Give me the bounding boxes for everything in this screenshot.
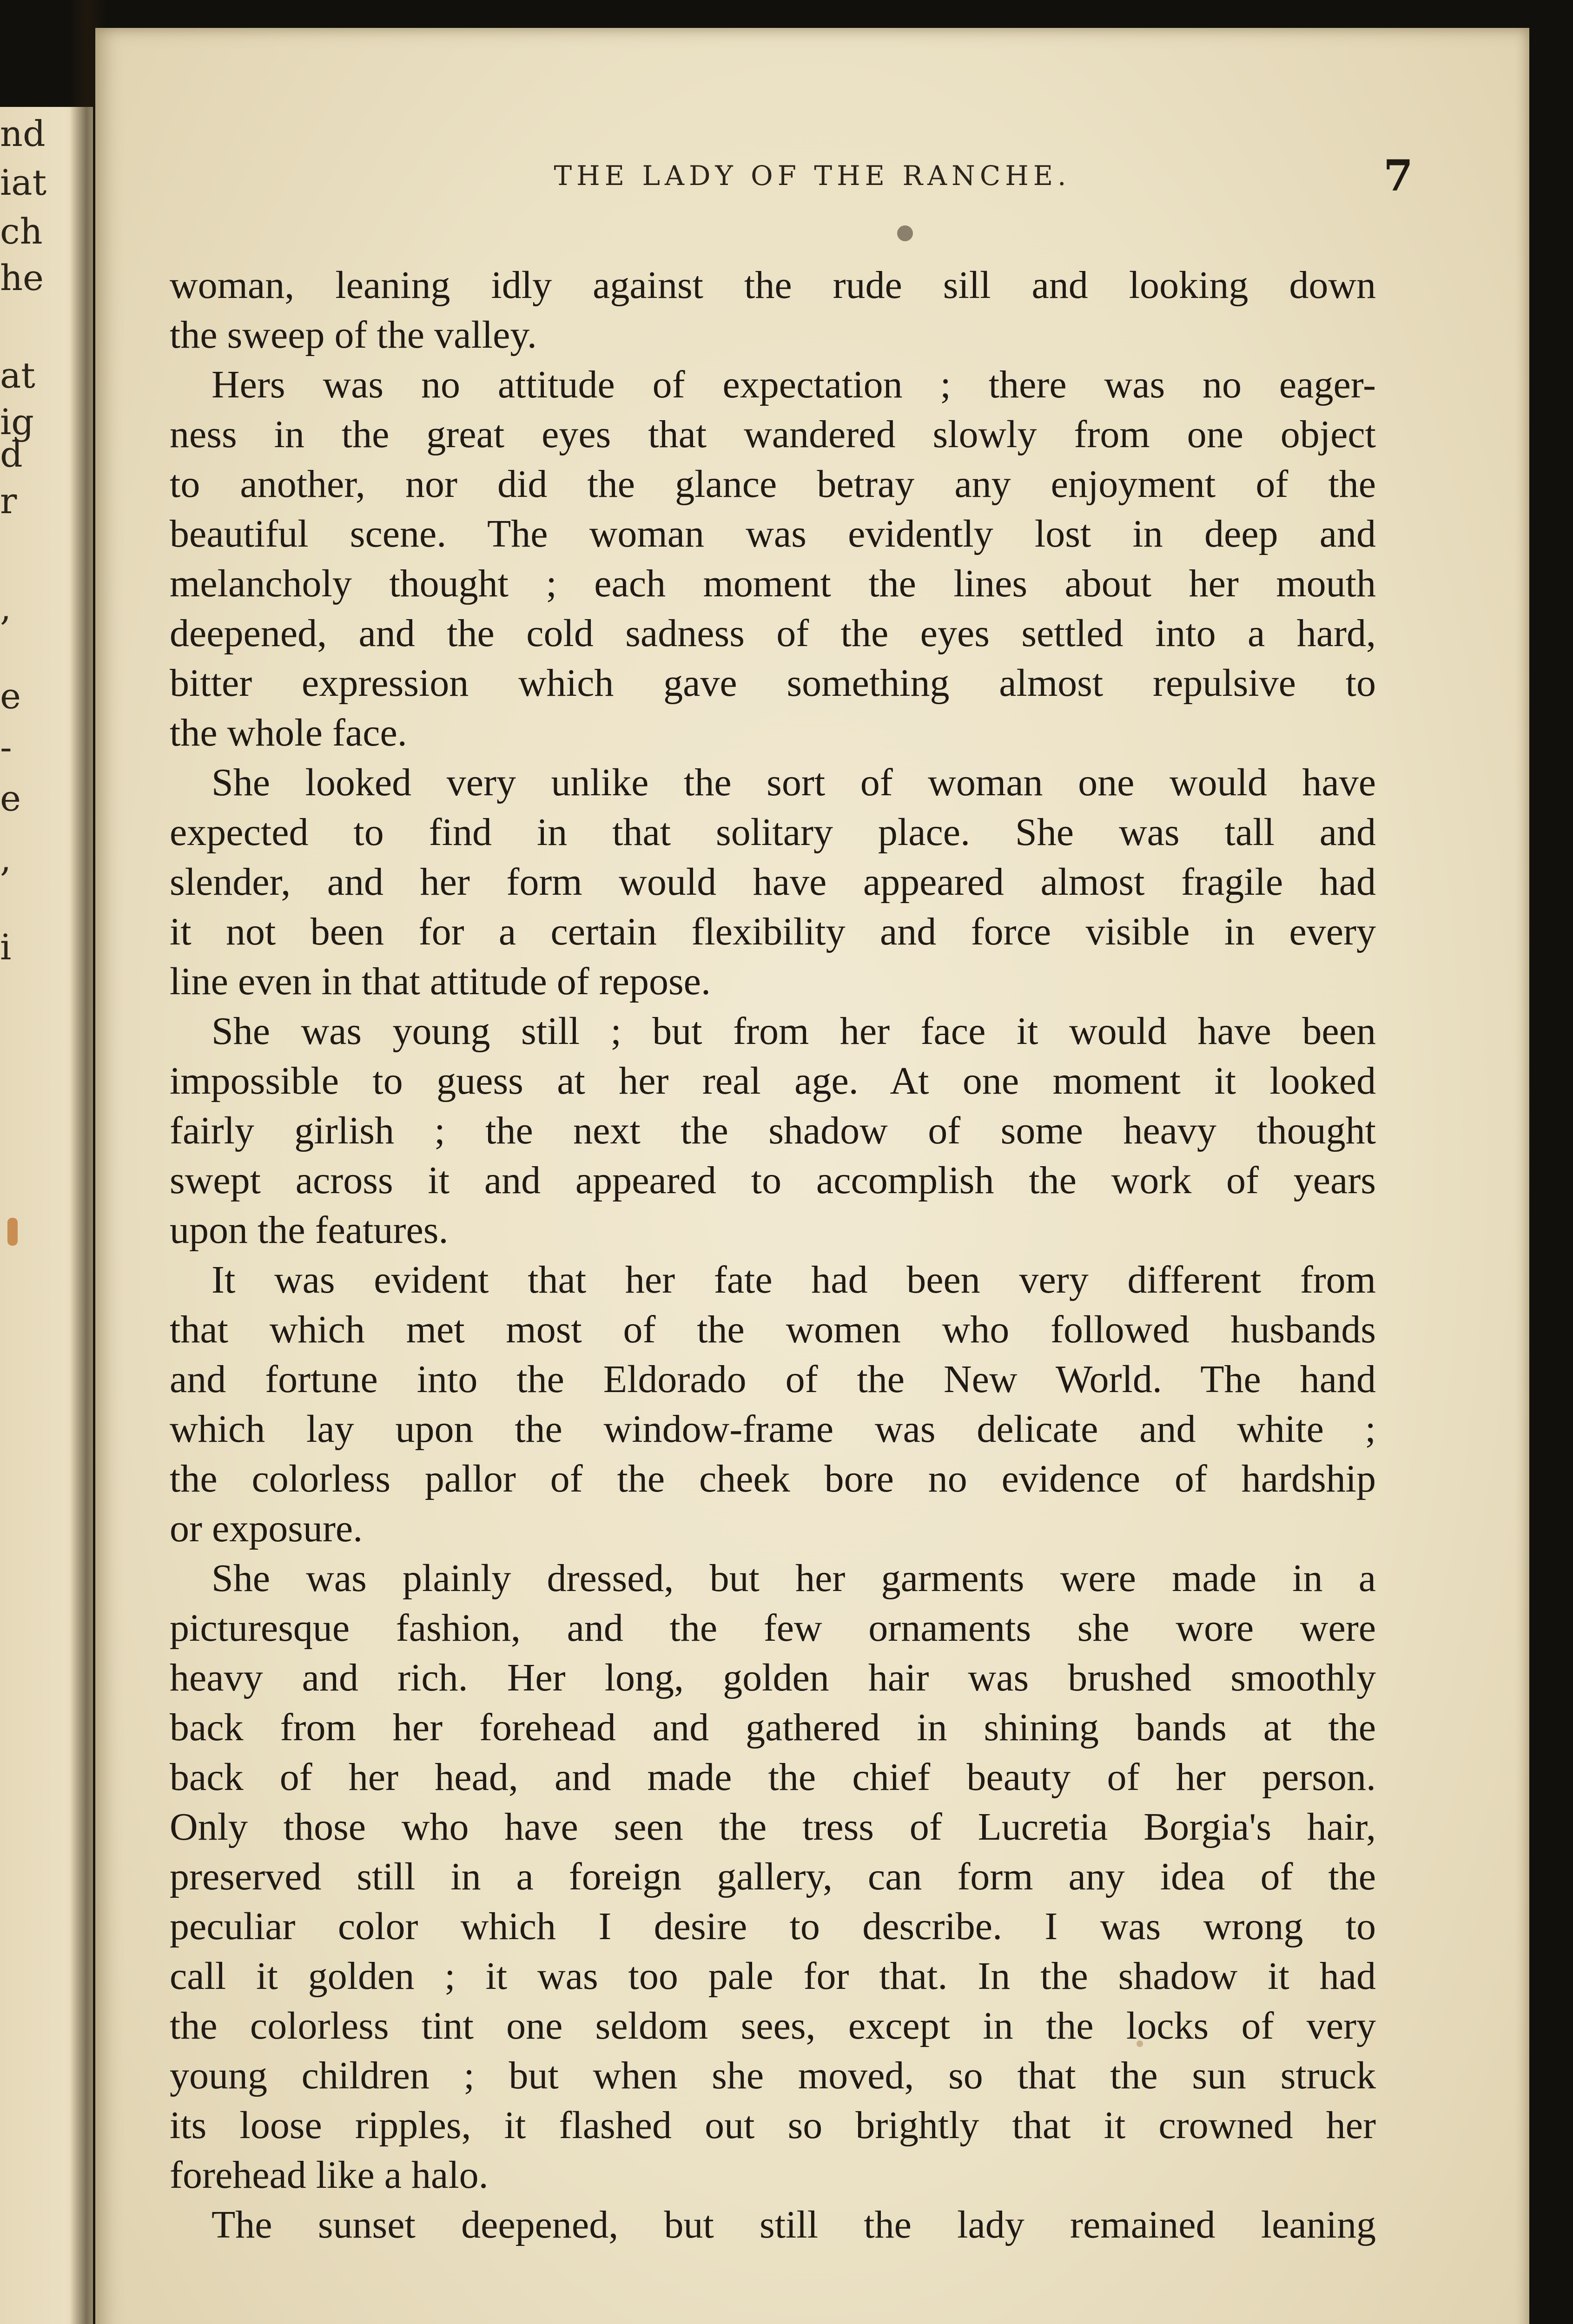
- text-line: to another, nor did the glance betray any enjoyment of the: [170, 462, 1376, 506]
- page-header: [95, 148, 1529, 204]
- text-line: picturesque fashion, and the few ornaments she wore were: [170, 1606, 1376, 1650]
- text-line: forehead like a halo.: [170, 2153, 489, 2197]
- text-line: fairly girlish ; the next the shadow of some heavy thought: [170, 1109, 1376, 1152]
- facing-page-fragment: -: [0, 726, 12, 768]
- text-line: bitter expression which gave something almost repulsive to: [170, 661, 1376, 705]
- text-line: slender, and her form would have appeared almost fragile had: [170, 860, 1376, 904]
- text-line: deepened, and the cold sadness of the eyes settled into a hard,: [170, 612, 1376, 655]
- text-line: call it golden ; it was too pale for that. In the shadow it had: [170, 1954, 1376, 1998]
- text-line: and fortune into the Eldorado of the New World. The hand: [170, 1358, 1376, 1401]
- text-line: preserved still in a foreign gallery, can form any idea of the: [170, 1855, 1376, 1898]
- text-line: peculiar color which I desire to describe. I was wrong to: [170, 1905, 1376, 1948]
- facing-page-fragment: ig: [0, 401, 34, 442]
- body-text: [170, 260, 1376, 2250]
- running-title: THE LADY OF THE RANCHE.: [554, 160, 1071, 191]
- text-line: the whole face.: [170, 711, 407, 754]
- text-line: swept across it and appeared to accomplish the work of years: [170, 1159, 1376, 1202]
- ink-dot: [897, 225, 913, 241]
- text-line: heavy and rich. Her long, golden hair was brushed smoothly: [170, 1656, 1376, 1699]
- facing-page-fragment: nd: [0, 113, 46, 154]
- text-line: the colorless tint one seldom sees, except in the locks of very: [170, 2004, 1376, 2047]
- text-line: melancholy thought ; each moment the lines about her mouth: [170, 562, 1376, 605]
- facing-page-fragment: iat: [0, 162, 47, 203]
- left-page-stain: [7, 1218, 18, 1246]
- facing-page-fragment: at: [0, 355, 35, 396]
- facing-page-fragment: e: [0, 778, 21, 819]
- text-line: which lay upon the window-frame was delicate and white ;: [170, 1407, 1376, 1451]
- text-line: It was evident that her fate had been very different from: [211, 1258, 1376, 1301]
- text-line: The sunset deepened, but still the lady remained leaning: [211, 2203, 1376, 2246]
- facing-page-fragment: ,: [0, 587, 12, 628]
- facing-page-fragment: ,: [0, 838, 12, 879]
- text-line: the sweep of the valley.: [170, 313, 537, 357]
- text-line: that which met most of the women who followed husbands: [170, 1308, 1376, 1351]
- text-line: young children ; but when she moved, so that the sun struck: [170, 2054, 1376, 2097]
- facing-page-fragment: he: [0, 257, 44, 298]
- text-line: She looked very unlike the sort of woman one would have: [211, 761, 1376, 804]
- text-line: impossible to guess at her real age. At one moment it looked: [170, 1059, 1376, 1103]
- text-line: or exposure.: [170, 1507, 363, 1550]
- text-line: its loose ripples, it flashed out so brightly that it crowned her: [170, 2104, 1376, 2147]
- text-line: Only those who have seen the tress of Lucretia Borgia's hair,: [170, 1805, 1376, 1849]
- text-line: Hers was no attitude of expectation ; there was no eager-: [211, 363, 1376, 406]
- book-page: [95, 28, 1529, 2324]
- facing-page-fragment: i: [0, 926, 12, 968]
- text-line: back from her forehead and gathered in shining bands at the: [170, 1706, 1376, 1749]
- text-line: line even in that attitude of repose.: [170, 960, 711, 1003]
- text-line: She was plainly dressed, but her garments were made in a: [211, 1557, 1376, 1600]
- text-line: ness in the great eyes that wandered slowly from one object: [170, 413, 1376, 456]
- paper-blemish: [1137, 2040, 1143, 2047]
- text-line: woman, leaning idly against the rude sill and looking down: [170, 264, 1376, 307]
- text-line: it not been for a certain flexibility and force visible in every: [170, 910, 1376, 953]
- text-line: upon the features.: [170, 1208, 449, 1252]
- text-line: beautiful scene. The woman was evidently lost in deep and: [170, 512, 1376, 555]
- text-line: expected to find in that solitary place. She was tall and: [170, 811, 1376, 854]
- page-number: 7: [1383, 151, 1413, 201]
- facing-page-fragment: r: [0, 480, 17, 522]
- text-line: the colorless pallor of the cheek bore no evidence of hardship: [170, 1457, 1376, 1500]
- facing-page-fragment: d: [0, 434, 23, 475]
- facing-page-fragment: ch: [0, 211, 43, 252]
- text-line: She was young still ; but from her face it would have been: [211, 1010, 1376, 1053]
- facing-page-fragment: e: [0, 675, 21, 717]
- text-line: back of her head, and made the chief beauty of her person.: [170, 1756, 1376, 1799]
